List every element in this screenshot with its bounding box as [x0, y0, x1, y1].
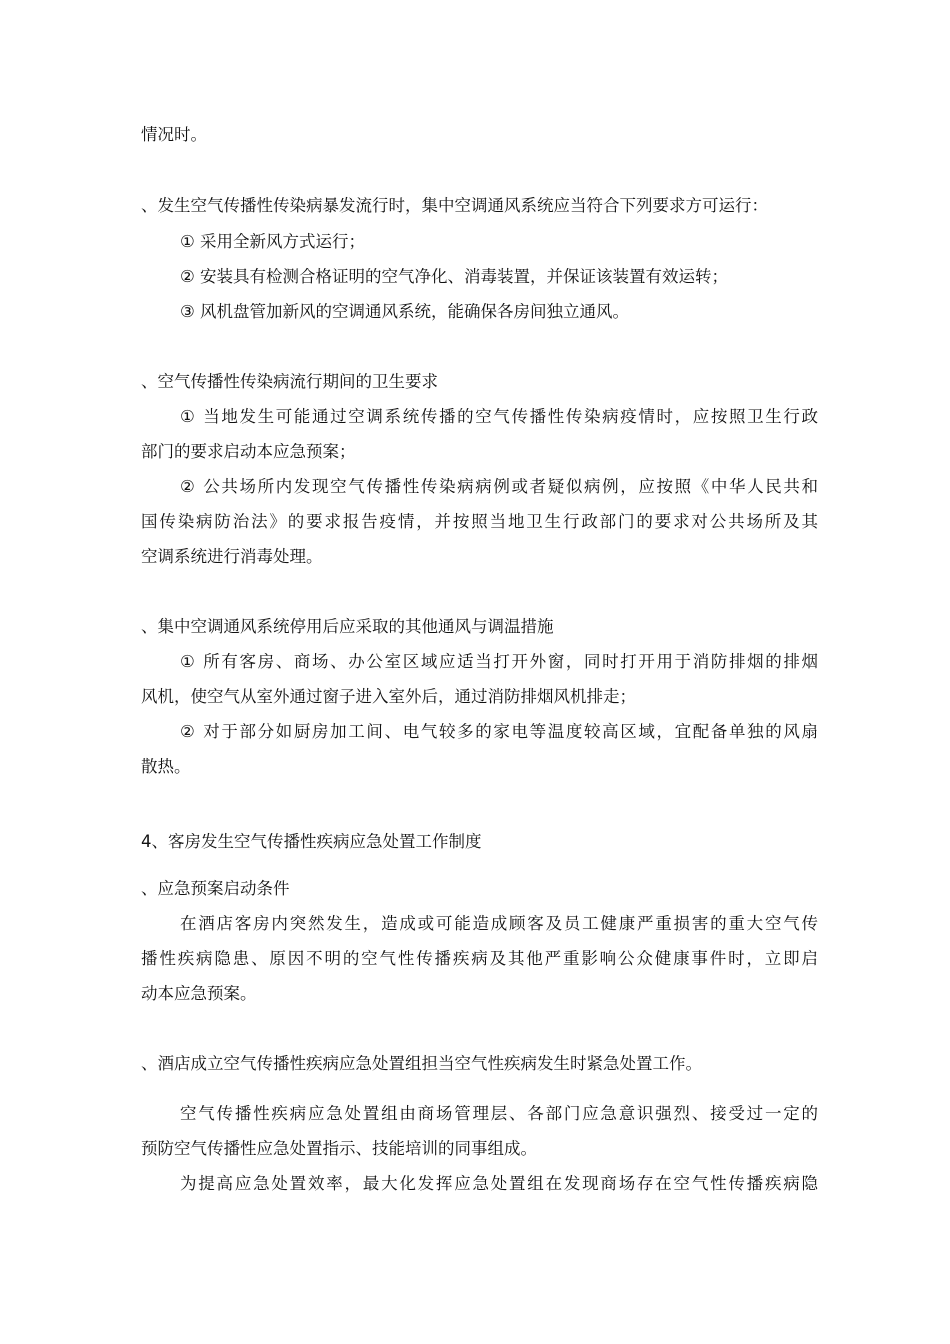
list-item: ② 对于部分如厨房加工间、电气较多的家电等温度较高区域，宜配备单独的风扇: [180, 722, 818, 741]
paragraph-line: 播性疾病隐患、原因不明的空气性传播疾病及其他严重影响公众健康事件时，立即启: [141, 949, 818, 968]
section-heading: 、酒店成立空气传播性疾病应急处置组担当空气性疾病发生时紧急处置工作。: [141, 1054, 702, 1073]
text-line: 散热。: [141, 757, 191, 776]
section-heading: 、集中空调通风系统停用后应采取的其他通风与调温措施: [141, 617, 554, 636]
text-line: 部门的要求启动本应急预案；: [141, 442, 356, 461]
paragraph-line: 预防空气传播性应急处置指示、技能培训的同事组成。: [141, 1139, 537, 1158]
section-heading: 、发生空气传播性传染病暴发流行时，集中空调通风系统应当符合下列要求方可运行：: [141, 196, 768, 215]
text-line: 情况时。: [141, 125, 207, 144]
section-heading: 4、客房发生空气传播性疾病应急处置工作制度: [141, 832, 482, 851]
list-item: ③ 风机盘管加新风的空调通风系统，能确保各房间独立通风。: [180, 302, 630, 321]
paragraph-line: 在酒店客房内突然发生，造成或可能造成顾客及员工健康严重损害的重大空气传: [180, 914, 818, 933]
list-item: ② 安装具有检测合格证明的空气净化、消毒装置，并保证该装置有效运转；: [180, 267, 729, 286]
text-line: 风机，使空气从室外通过窗子进入室外后，通过消防排烟风机排走；: [141, 687, 636, 706]
list-item: ① 采用全新风方式运行；: [180, 232, 366, 251]
paragraph-line: 空气传播性疾病应急处置组由商场管理层、各部门应急意识强烈、接受过一定的: [180, 1104, 818, 1123]
list-item: ① 所有客房、商场、办公室区域应适当打开外窗，同时打开用于消防排烟的排烟: [180, 652, 818, 671]
section-heading: 、空气传播性传染病流行期间的卫生要求: [141, 372, 438, 391]
section-heading: 、应急预案启动条件: [141, 879, 290, 898]
paragraph-line: 动本应急预案。: [141, 984, 257, 1003]
text-line: 国传染病防治法》的要求报告疫情，并按照当地卫生行政部门的要求对公共场所及其: [141, 512, 818, 531]
list-item: ② 公共场所内发现空气传播性传染病病例或者疑似病例，应按照《中华人民共和: [180, 477, 818, 496]
text-line: 空调系统进行消毒处理。: [141, 547, 323, 566]
list-item: ① 当地发生可能通过空调系统传播的空气传播性传染病疫情时，应按照卫生行政: [180, 407, 818, 426]
paragraph-line: 为提高应急处置效率，最大化发挥应急处置组在发现商场存在空气性传播疾病隐: [180, 1174, 818, 1193]
